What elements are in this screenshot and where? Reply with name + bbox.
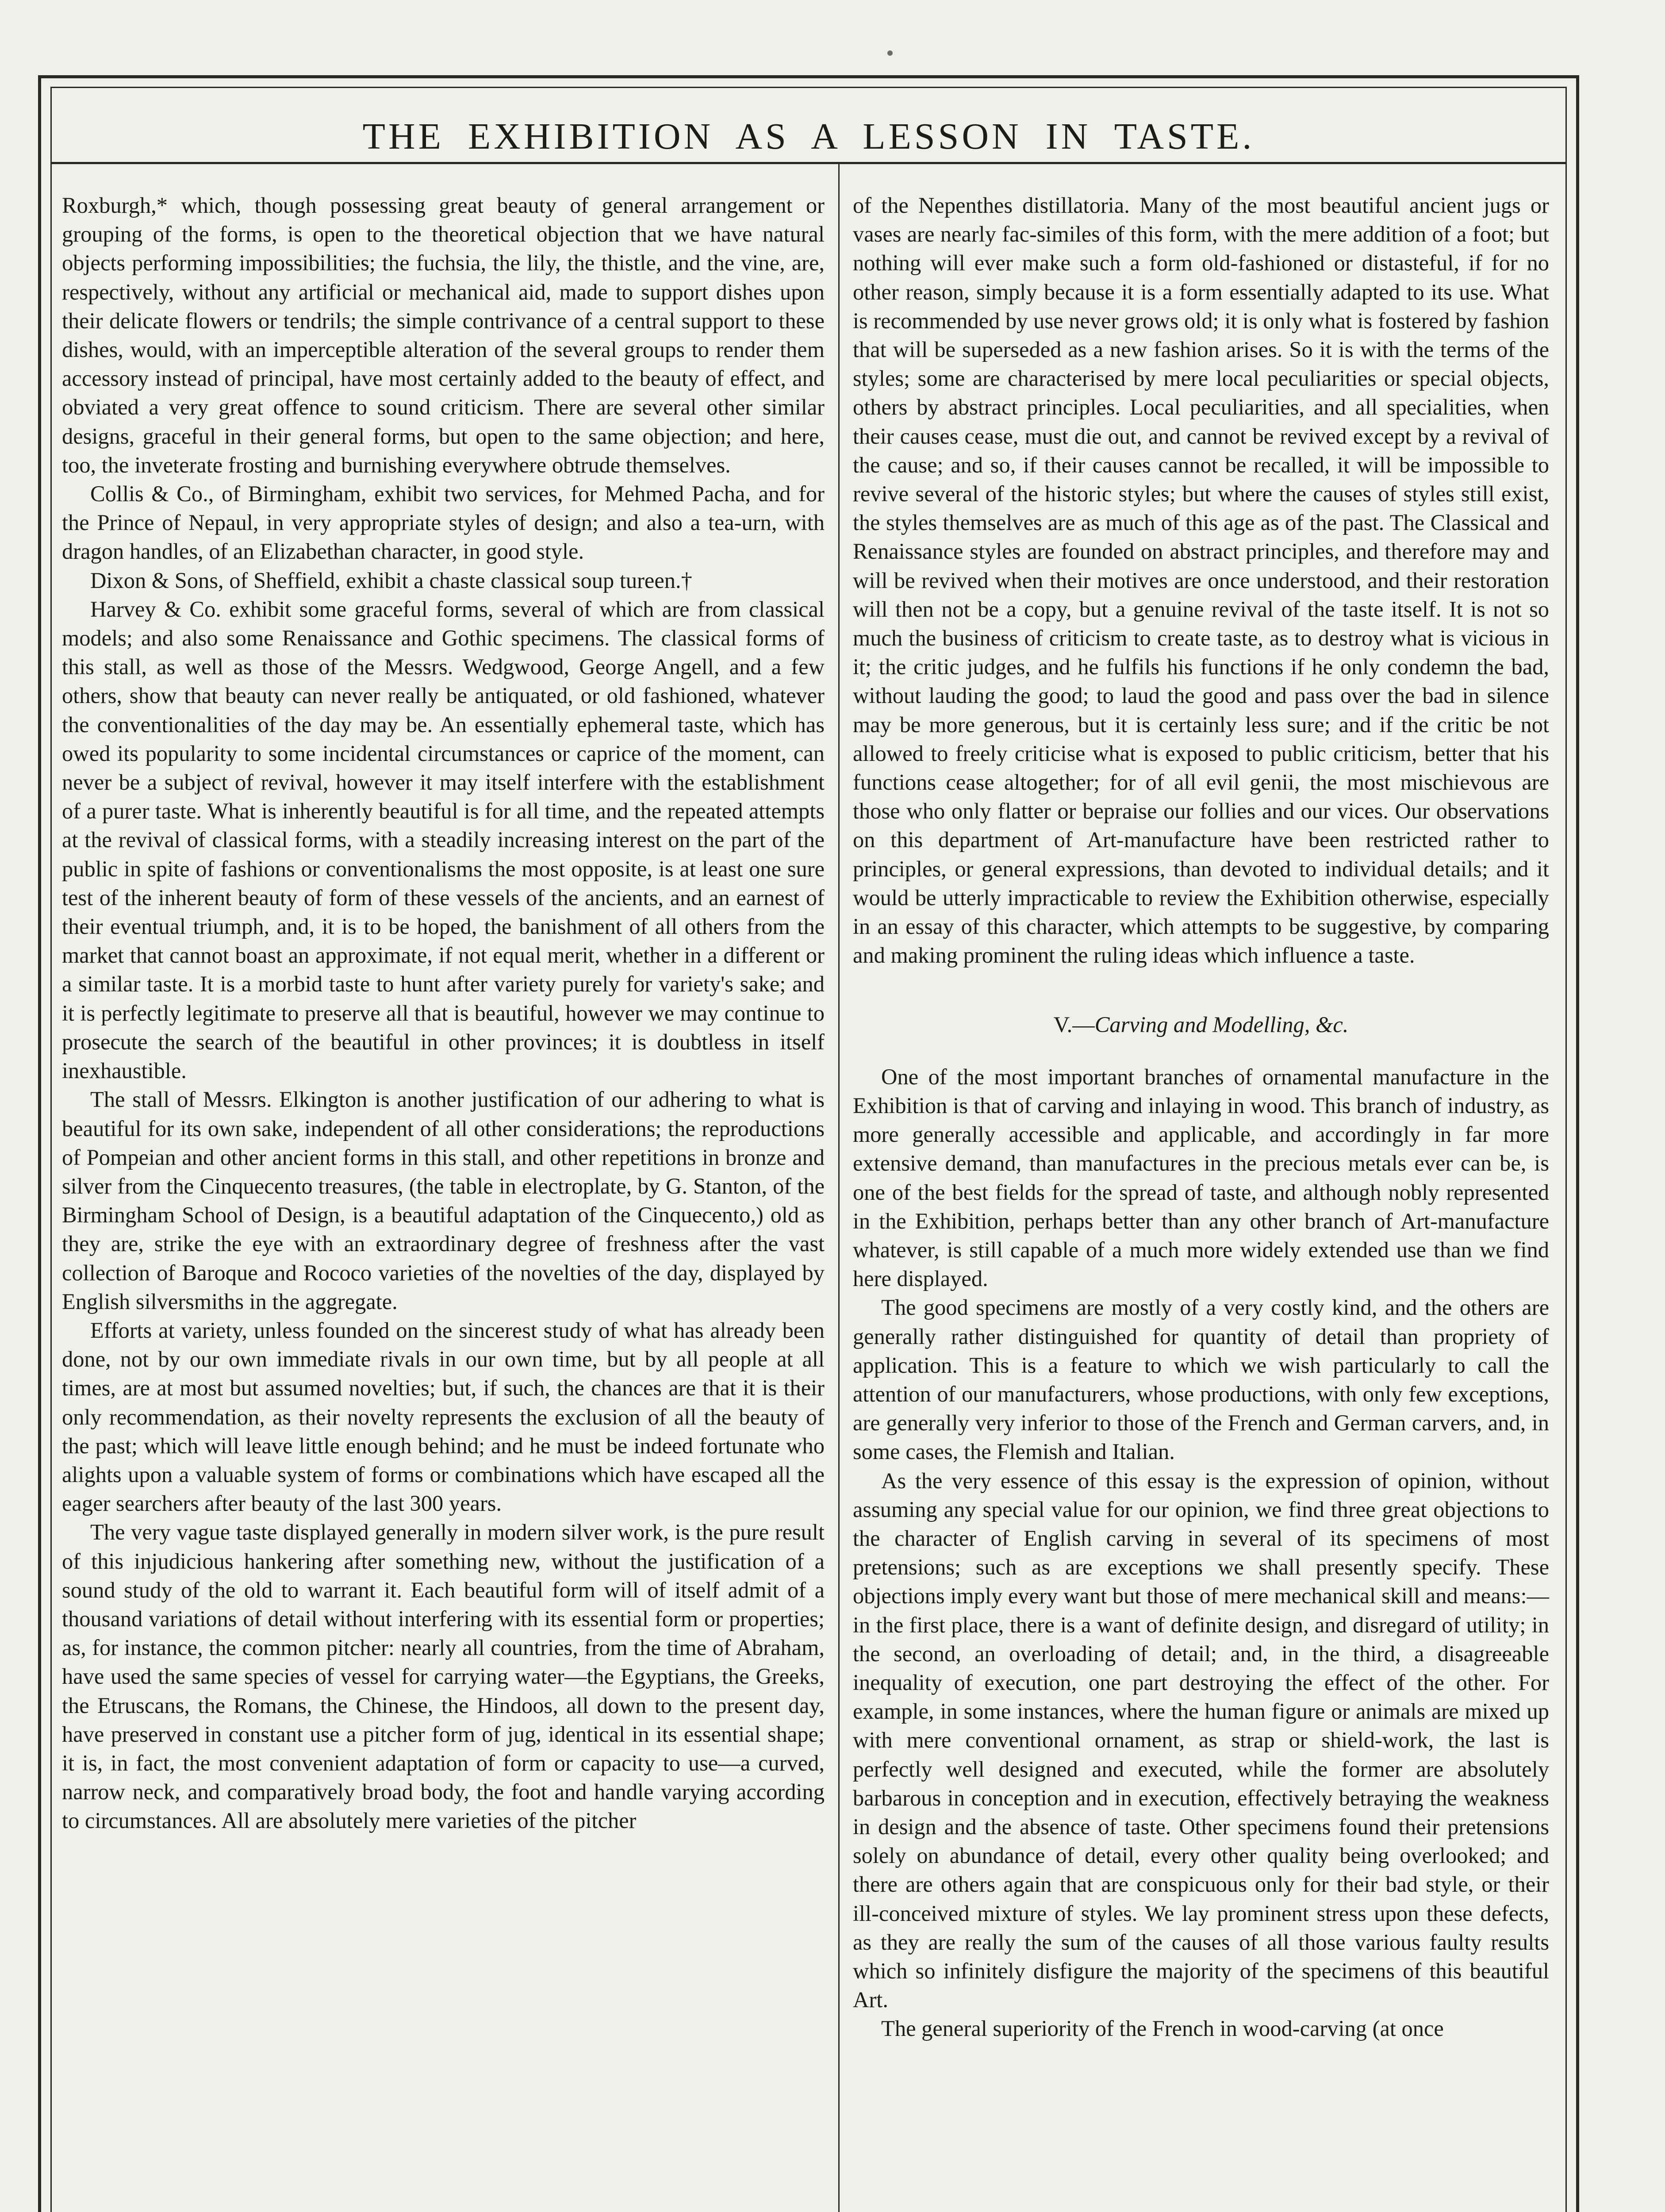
paragraph: The stall of Messrs. Elkington is another justification of our adhering to what is beautiful for its own sake, independent of all other considerations; the reproductions of Pompeian and other ancient forms in this stall, and other repetitions in bronze and silver from the Cinquecento treasures, (the table in electroplate, by G. Stanton, of the Birmingham School of Design, is a beautiful adaptation of the Cinquecento,) old as they are, strike the eye with an extraordinary degree of freshness after the vast collection of Baroque and Rococo varieties of the novelties of the day, displayed by English silversmiths in the aggregate.	[62, 1087, 825, 1314]
section-heading	[853, 1010, 1549, 1039]
paragraph: of the Nepenthes distillatoria. Many of the most beautiful ancient jugs or vases are nearly fac-similes of this form, with the mere addition of a foot; but nothing will ever make such a form old-fashioned or distasteful, if for no other reason, simply because it is a form essentially adapted to its use. What is recommended by use never grows old; it is only what is fostered by fashion that will be superseded as a new fashion arises. So it is with the terms of the styles; some are characterised by mere local peculiarities or special objects, others by abstract principles. Local peculiarities, and all specialities, when their causes cease, must die out, and cannot be revived except by a revival of the cause; and so, if their causes cannot be recalled, it will be impossible to revive several of the historic styles; but where the causes of styles still exist, the styles themselves are as much of this age as of the past. The Classical and Renaissance styles are founded on abstract principles, and therefore may and will be revived when their motives are once understood, and their restoration will then not be a copy, but a genuine revival of the taste itself. It is not so much the business of criticism to create taste, as to destroy what is vicious in it; the critic judges, and he fulfils his functions if he only condemn the bad, without lauding the good; to laud the good and pass over the bad in silence may be more generous, but it is certainly less sure; and if the critic be not allowed to freely criticise what is exposed to public criticism, better that his functions cease altogether; for of all evil genii, the most mischievous are those who only flatter or bepraise our follies and our vices. Our observations on this department of Art-manufacture have been restricted rather to principles, or general expressions, than devoted to individual details; and it would be utterly impracticable to review the Exhibition otherwise, especially in an essay of this character, which attempts to be suggestive, by comparing and making prominent the ruling ideas which influence a taste.	[853, 193, 1549, 968]
paragraph: Harvey & Co. exhibit some graceful forms, several of which are from classical models; and also some Renaissance and Gothic specimens. The classical forms of this stall, as well as those of the Messrs. Wedgwood, George Angell, and a few others, show that beauty can never really be antiquated, or old fashioned, whatever the conventionalities of the day may be. An essentially ephemeral taste, which has owed its popularity to some incidental circumstances or caprice of the moment, can never be a subject of revival, however it may itself interfere with the establishment of a purer taste. What is inherently beautiful is for all time, and the repeated attempts at the revival of classical forms, with a steadily increasing interest on the part of the public in spite of fashions or conventionalisms the most opposite, is at least one sure test of the inherent beauty of form of these vessels of the ancients, and an earnest of their eventual triumph, and, it is to be hoped, the banishment of all others from the market that cannot boast an approximate, if not equal merit, whether in a different or a similar taste. It is a morbid taste to hunt after variety purely for variety's sake; and it is perfectly legitimate to preserve all that is beautiful, however we may continue to prosecute the search of the beautiful in other provinces; it is doubtless in itself inexhaustible.	[62, 596, 825, 1083]
page-title: THE EXHIBITION AS A LESSON IN TASTE.	[362, 116, 1255, 157]
left-column	[62, 191, 825, 1836]
paragraph: Dixon & Sons, of Sheffield, exhibit a chaste classical soup tureen.†	[90, 568, 692, 593]
paragraph: One of the most important branches of ornamental manufacture in the Exhibition is that of carving and inlaying in wood. This branch of industry, as more generally accessible and applicable, and accordingly in far more extensive demand, than manufactures in the precious metals ever can be, is one of the best fields for the spread of taste, and although nobly represented in the Exhibition, perhaps better than any other branch of Art-manufacture whatever, is still capable of a much more widely extended use than we find here displayed.	[853, 1064, 1549, 1291]
title-rule	[50, 162, 1567, 164]
column-divider	[838, 164, 840, 2212]
right-column	[853, 191, 1549, 2043]
paragraph: Roxburgh,* which, though possessing great beauty of general arrangement or grouping of the forms, is open to the theoretical objection that we have natural objects performing impossibilities; the fuchsia, the lily, the thistle, and the vine, are, respectively, without any artificial or mechanical aid, made to support dishes upon their delicate flowers or tendrils; the simple contrivance of a central support to these dishes, would, with an imperceptible alteration of the several groups to render them accessory instead of principal, have most certainly added to the beauty of effect, and obviated a very great offence to sound criticism. There are several other similar designs, graceful in their general forms, but open to the same objection; and here, too, the inveterate frosting and burnishing everywhere obtrude themselves.	[62, 193, 825, 477]
paragraph: The very vague taste displayed generally in modern silver work, is the pure result of this injudicious hankering after something new, without the justification of a sound study of the old to warrant it. Each beautiful form will of itself admit of a thousand variations of detail without interfering with its essential form or properties; as, for instance, the common pitcher: nearly all countries, from the time of Abraham, have used the same species of vessel for carrying water—the Egyptians, the Greeks, the Etruscans, the Romans, the Chinese, the Hindoos, all down to the present day, have preserved in constant use a pitcher form of jug, identical in its essential shape; it is, in fact, the most convenient adaptation of form or capacity to use—a curved, narrow neck, and comparatively broad body, the foot and handle varying according to circumstances. All are absolutely mere varieties of the pitcher	[62, 1520, 825, 1833]
section-title: Carving and Modelling, &c.	[1094, 1012, 1349, 1037]
paragraph: The general superiority of the French in wood-carving (at once	[881, 2016, 1444, 2041]
paragraph: Collis & Co., of Birmingham, exhibit two services, for Mehmed Pacha, and for the Prince of Nepaul, in very appropriate styles of design; and also a tea-urn, with dragon handles, of an Elizabethan character, in good style.	[62, 481, 825, 564]
section-number: V.—	[1053, 1012, 1095, 1037]
paragraph: The good specimens are mostly of a very costly kind, and the others are generally rather distinguished for quantity of detail than propriety of application. This is a feature to which we wish particularly to call the attention of our manufacturers, whose productions, with only few exceptions, are generally very inferior to those of the French and German carvers, and, in some cases, the Flemish and Italian.	[853, 1295, 1549, 1464]
ink-speck	[887, 50, 893, 56]
paragraph: Efforts at variety, unless founded on the sincerest study of what has already been done, not by our own immediate rivals in our own time, but by all people at all times, are at most but assumed novelties; but, if such, the chances are that it is their only recommendation, as their novelty represents the exclusion of all the beauty of the past; which will leave little enough behind; and he must be indeed fortunate who alights upon a valuable system of forms or combinations which have escaped all the eager searchers after beauty of the last 300 years.	[62, 1317, 825, 1516]
paragraph: As the very essence of this essay is the expression of opinion, without assuming any special value for our opinion, we find three great objections to the character of English carving in several of its specimens of most pretensions; such as are exceptions we shall presently specify. These objections imply every want but those of mere mechanical skill and means:—in the first place, there is a want of definite design, and disregard of utility; in the second, an overloading of detail; and, in the third, a disagreeable inequality of execution, one part destroying the effect of the other. For example, in some instances, where the human figure or animals are mixed up with mere conventional ornament, as strap or shield-work, the last is perfectly well designed and executed, while the former are absolutely barbarous in conception and in execution, effectively betraying the weakness in design and the absence of taste. Other specimens found their pretensions solely on abundance of detail, every other quality being overlooked; and there are others again that are conspicuous only for their bad style, or their ill-conceived mixture of styles. We lay prominent stress upon these defects, as they are really the sum of the causes of all those various faulty results which so infinitely disfigure the majority of the specimens of this beautiful Art.	[853, 1468, 1549, 2012]
